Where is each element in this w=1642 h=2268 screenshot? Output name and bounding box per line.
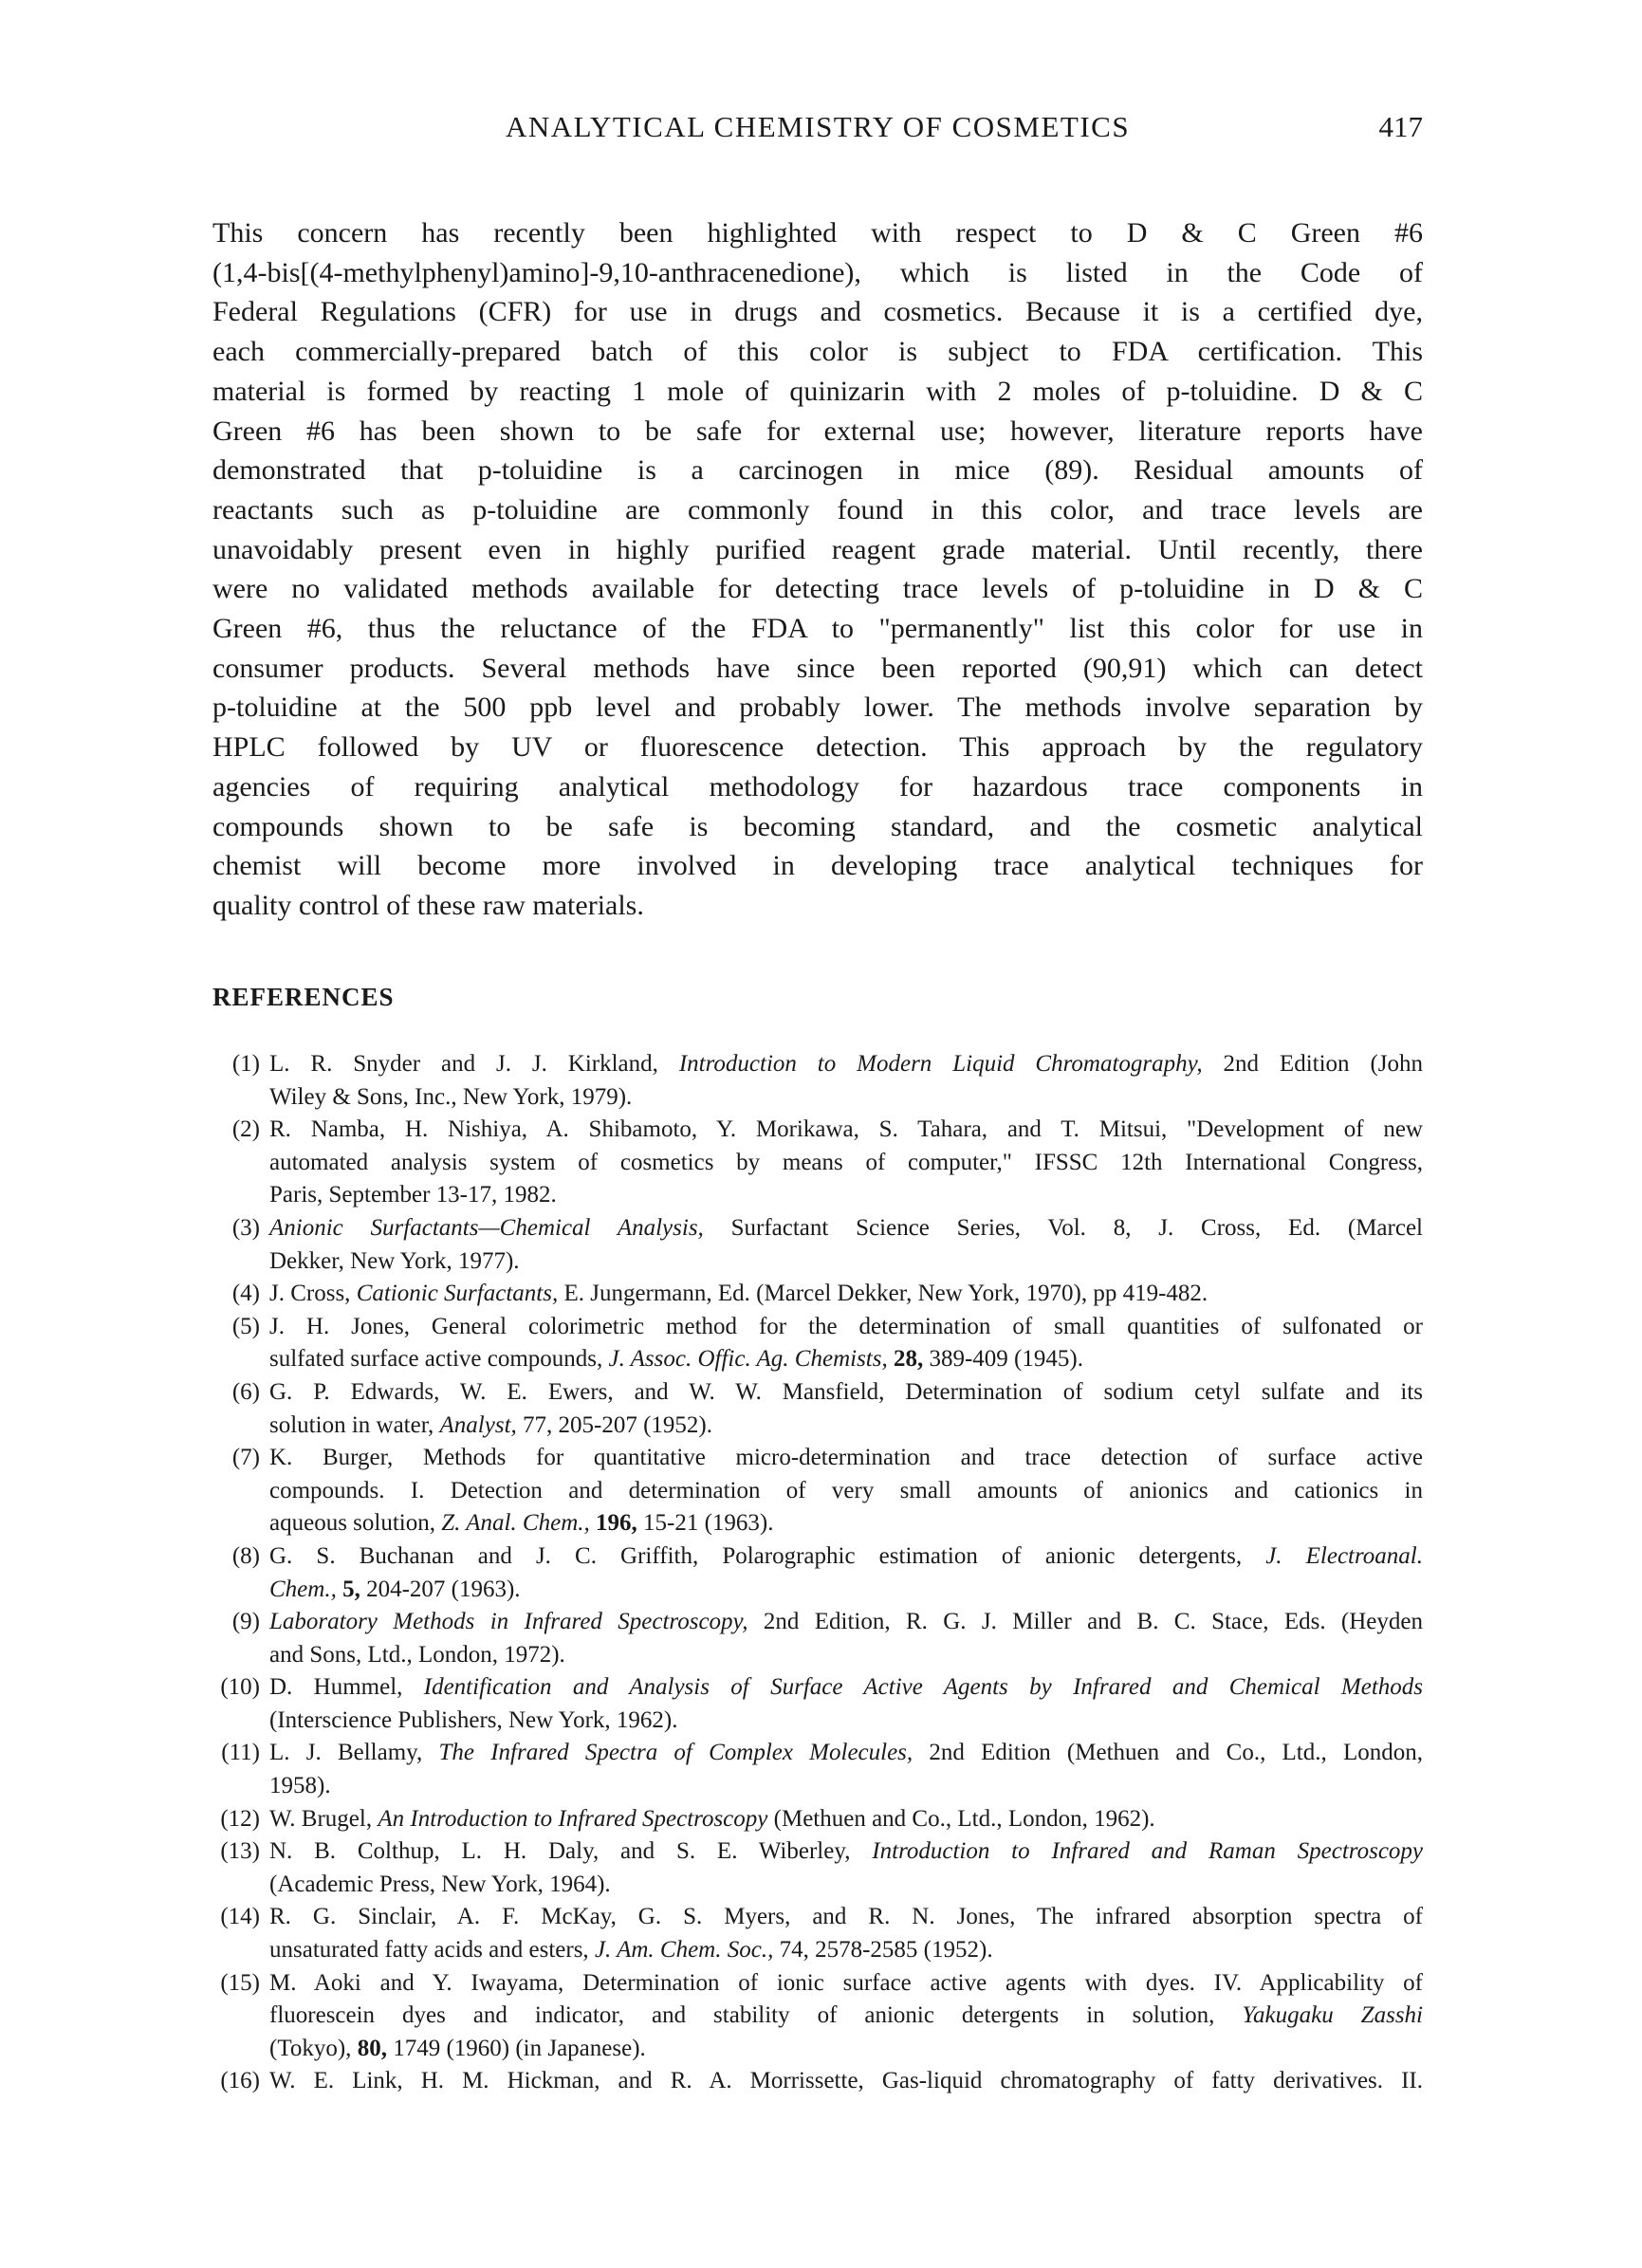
reference-number: (13): [220, 1838, 260, 1865]
reference-item: [212, 1376, 1423, 1442]
reference-item: [212, 2065, 1423, 2098]
reference-line: [269, 1507, 1423, 1540]
reference-text: M. Aoki and Y. Iwayama, Determination of ionic surface active agents with dyes. IV. Applicability of: [269, 1969, 1423, 1996]
citation-title: The Infrared Spectra of Complex Molecules,: [438, 1740, 913, 1766]
citation-title: Yakugaku Zasshi: [1242, 2002, 1423, 2029]
reference-text: G. P. Edwards, W. E. Ewers, and W. W. Mansfield, Determination of sodium cetyl sulfate and its: [269, 1378, 1423, 1405]
reference-line: [269, 1671, 1423, 1705]
reference-text: E. Jungermann, Ed. (Marcel Dekker, New York, 1970), pp 419-482.: [558, 1281, 1208, 1307]
reference-line: [269, 1737, 1423, 1770]
citation-title: J. Am. Chem. Soc.,: [594, 1937, 774, 1964]
citation-title: Z. Anal. Chem.,: [441, 1510, 590, 1537]
citation-title: Introduction to Modern Liquid Chromatography,: [678, 1051, 1203, 1077]
reference-line: [269, 1574, 1423, 1607]
running-title: ANALYTICAL CHEMISTRY OF COSMETICS: [505, 110, 1131, 143]
reference-text: 1958).: [269, 1773, 331, 1799]
reference-text: automated analysis system of cosmetics by means of computer," IFSSC 12th International Congress,: [269, 1149, 1423, 1175]
paragraph-line: agencies of requiring analytical methodology for hazardous trace components in: [212, 770, 1423, 802]
reference-number: (1): [231, 1051, 260, 1077]
reference-text: 389-409 (1945).: [923, 1346, 1083, 1373]
reference-number: (15): [220, 1969, 260, 1996]
citation-title: Chem.,: [269, 1576, 337, 1602]
reference-text: Dekker, New York, 1977).: [269, 1247, 520, 1274]
reference-text: 2nd Edition (Methuen and Co., Ltd., London,: [913, 1740, 1423, 1766]
reference-number: (5): [231, 1313, 260, 1339]
reference-item: [212, 1311, 1423, 1376]
reference-text: 77, 205-207 (1952).: [516, 1411, 713, 1438]
reference-item: [212, 1803, 1423, 1836]
reference-line: [269, 1770, 1423, 1803]
reference-line: [269, 1639, 1423, 1672]
citation-title: J. Electroanal.: [1265, 1542, 1423, 1569]
reference-text: fluorescein dyes and indicator, and stability of anionic detergents in solution,: [269, 2002, 1243, 2029]
paragraph-line: Green #6 has been shown to be safe for external use; however, literature reports have: [212, 415, 1423, 447]
reference-number: (8): [231, 1542, 260, 1569]
reference-line: [269, 1245, 1423, 1279]
paragraph-line: p-toluidine at the 500 ppb level and probably lower. The methods involve separation by: [212, 691, 1423, 724]
reference-line: [269, 1442, 1423, 1475]
citation-title: Identification and Analysis of Surface Active Agents by Infrared and Chemical Methods: [423, 1674, 1423, 1701]
reference-number: (7): [231, 1445, 260, 1471]
body-paragraph: [212, 213, 1423, 926]
paragraph-line: were no validated methods available for detecting trace levels of p-toluidine in D & C: [212, 573, 1423, 605]
reference-line: [269, 1343, 1423, 1376]
paragraph-line: compounds shown to be safe is becoming standard, and the cosmetic analytical: [212, 810, 1423, 842]
reference-item: [212, 1901, 1423, 1966]
reference-text: unsaturated fatty acids and esters,: [269, 1937, 595, 1964]
reference-text: L. J. Bellamy,: [269, 1740, 439, 1766]
reference-number: (2): [231, 1116, 260, 1143]
reference-number: (14): [220, 1904, 260, 1930]
volume-number: 196,: [596, 1510, 637, 1537]
reference-text: 15-21 (1963).: [637, 1510, 774, 1537]
paragraph-line: This concern has recently been highlighted with respect to D & C Green #6: [212, 217, 1423, 249]
reference-line: [269, 1376, 1423, 1410]
reference-text: 2nd Edition, R. G. J. Miller and B. C. Stace, Eds. (Heyden: [747, 1609, 1424, 1635]
paragraph-line: demonstrated that p-toluidine is a carcinogen in mice (89). Residual amounts of: [212, 454, 1423, 487]
reference-text: solution in water,: [269, 1411, 440, 1438]
reference-text: N. B. Colthup, L. H. Daly, and S. E. Wiberley,: [269, 1838, 873, 1865]
paragraph-line: each commercially-prepared batch of this color is subject to FDA certification. This: [212, 336, 1423, 368]
reference-text: Paris, September 13-17, 1982.: [269, 1182, 557, 1208]
reference-item: [212, 1442, 1423, 1540]
reference-text: W. E. Link, H. M. Hickman, and R. A. Morrissette, Gas-liquid chromatography of fatty derivatives. II.: [269, 2068, 1423, 2094]
reference-line: [269, 1869, 1423, 1902]
reference-list: [212, 1048, 1423, 2098]
references-heading: REFERENCES: [212, 983, 395, 1011]
page-number: 417: [1378, 110, 1423, 143]
reference-text: compounds. I. Detection and determination of very small amounts of anionics and cationics in: [269, 1477, 1423, 1503]
paragraph-line: HPLC followed by UV or fluorescence detection. This approach by the regulatory: [212, 731, 1423, 764]
reference-text: sulfated surface active compounds,: [269, 1346, 609, 1373]
reference-line: [269, 1081, 1423, 1115]
reference-item: [212, 1606, 1423, 1671]
running-header: [212, 106, 1423, 148]
reference-text: 2nd Edition (John: [1202, 1051, 1424, 1077]
reference-line: [269, 1901, 1423, 1934]
paragraph-line: consumer products. Several methods have since been reported (90,91) which can detect: [212, 652, 1423, 684]
volume-number: 28,: [893, 1346, 924, 1373]
reference-number: (9): [231, 1609, 260, 1635]
reference-text: 74, 2578-2585 (1952).: [773, 1937, 993, 1964]
paragraph-line: (1,4-bis[(4-methylphenyl)amino]-9,10-anthracenedione), which is listed in the Code of: [212, 256, 1423, 288]
paragraph-line: unavoidably present even in highly purified reagent grade material. Until recently, there: [212, 533, 1423, 565]
reference-line: [269, 1803, 1423, 1836]
reference-number: (4): [231, 1281, 260, 1307]
reference-item: [212, 1048, 1423, 1114]
reference-number: (10): [220, 1674, 260, 1701]
reference-item: [212, 1540, 1423, 1606]
reference-text: R. Namba, H. Nishiya, A. Shibamoto, Y. Morikawa, S. Tahara, and T. Mitsui, "Development of new: [269, 1116, 1423, 1143]
citation-title: J. Assoc. Offic. Ag. Chemists,: [608, 1346, 888, 1373]
reference-line: [269, 1147, 1423, 1180]
reference-line: [269, 1967, 1423, 2001]
reference-number: (16): [220, 2068, 260, 2094]
citation-title: Cationic Surfactants,: [356, 1281, 559, 1307]
citation-title: Anionic Surfactants—Chemical Analysis,: [269, 1214, 704, 1241]
reference-item: [212, 1967, 1423, 2066]
reference-text: Surfactant Science Series, Vol. 8, J. Cross, Ed. (Marcel: [703, 1214, 1423, 1241]
reference-text: R. G. Sinclair, A. F. McKay, G. S. Myers, and R. N. Jones, The infrared absorption spectra of: [269, 1904, 1423, 1930]
reference-line: [269, 1311, 1423, 1344]
reference-text: 1749 (1960) (in Japanese).: [386, 2035, 646, 2061]
reference-text: 204-207 (1963).: [360, 1576, 521, 1602]
reference-text: (Tokyo),: [269, 2035, 358, 2061]
reference-line: [269, 1934, 1423, 1967]
reference-line: [269, 1114, 1423, 1147]
reference-text: (Interscience Publishers, New York, 1962).: [269, 1706, 678, 1733]
reference-text: K. Burger, Methods for quantitative micro-determination and trace detection of surface active: [269, 1445, 1423, 1471]
citation-title: Analyst,: [439, 1411, 517, 1438]
reference-text: (Academic Press, New York, 1964).: [269, 1871, 611, 1897]
reference-line: [269, 2065, 1423, 2098]
reference-line: [269, 1179, 1423, 1212]
reference-text: Wiley & Sons, Inc., New York, 1979).: [269, 1083, 633, 1110]
reference-number: (11): [221, 1740, 260, 1766]
reference-line: [269, 1835, 1423, 1869]
paragraph-line: material is formed by reacting 1 mole of quinizarin with 2 moles of p-toluidine. D & C: [212, 375, 1423, 407]
reference-line: [269, 2000, 1423, 2033]
reference-text: L. R. Snyder and J. J. Kirkland,: [269, 1051, 679, 1077]
citation-title: An Introduction to Infrared Spectroscopy: [378, 1805, 768, 1832]
reference-line: [269, 1540, 1423, 1574]
reference-line: [269, 1278, 1423, 1311]
paragraph-line: reactants such as p-toluidine are commonly found in this color, and trace levels are: [212, 493, 1423, 526]
volume-number: 80,: [357, 2035, 387, 2061]
reference-item: [212, 1278, 1423, 1311]
reference-text: J. Cross,: [269, 1281, 357, 1307]
reference-line: [269, 2033, 1423, 2066]
reference-line: [269, 1410, 1423, 1443]
reference-number: (3): [231, 1214, 260, 1241]
reference-item: [212, 1835, 1423, 1901]
reference-line: [269, 1475, 1423, 1508]
reference-item: [212, 1671, 1423, 1737]
reference-line: [269, 1705, 1423, 1738]
volume-number: 5,: [342, 1576, 360, 1602]
reference-item: [212, 1114, 1423, 1212]
citation-title: Laboratory Methods in Infrared Spectroscopy,: [269, 1609, 748, 1635]
paragraph-line: Green #6, thus the reluctance of the FDA to "permanently" list this color for use in: [212, 613, 1423, 645]
reference-line: [269, 1606, 1423, 1639]
reference-text: G. S. Buchanan and J. C. Griffith, Polarographic estimation of anionic detergents,: [269, 1542, 1266, 1569]
reference-number: (6): [231, 1378, 260, 1405]
reference-text: W. Brugel,: [269, 1805, 378, 1832]
reference-text: and Sons, Ltd., London, 1972).: [269, 1641, 565, 1668]
reference-line: [269, 1048, 1423, 1081]
reference-text: J. H. Jones, General colorimetric method for the determination of small quantities of sulfonated or: [269, 1313, 1423, 1339]
reference-item: [212, 1212, 1423, 1278]
reference-item: [212, 1737, 1423, 1802]
paragraph-line: chemist will become more involved in developing trace analytical techniques for: [212, 850, 1423, 882]
reference-text: (Methuen and Co., Ltd., London, 1962).: [767, 1805, 1155, 1832]
reference-line: [269, 1212, 1423, 1245]
paragraph-line: quality control of these raw materials.: [212, 889, 644, 921]
reference-text: D. Hummel,: [269, 1674, 424, 1701]
paragraph-line: Federal Regulations (CFR) for use in drugs and cosmetics. Because it is a certified dye,: [212, 296, 1423, 328]
citation-title: Introduction to Infrared and Raman Spectroscopy: [872, 1838, 1424, 1865]
reference-number: (12): [220, 1805, 260, 1832]
reference-text: aqueous solution,: [269, 1510, 442, 1537]
